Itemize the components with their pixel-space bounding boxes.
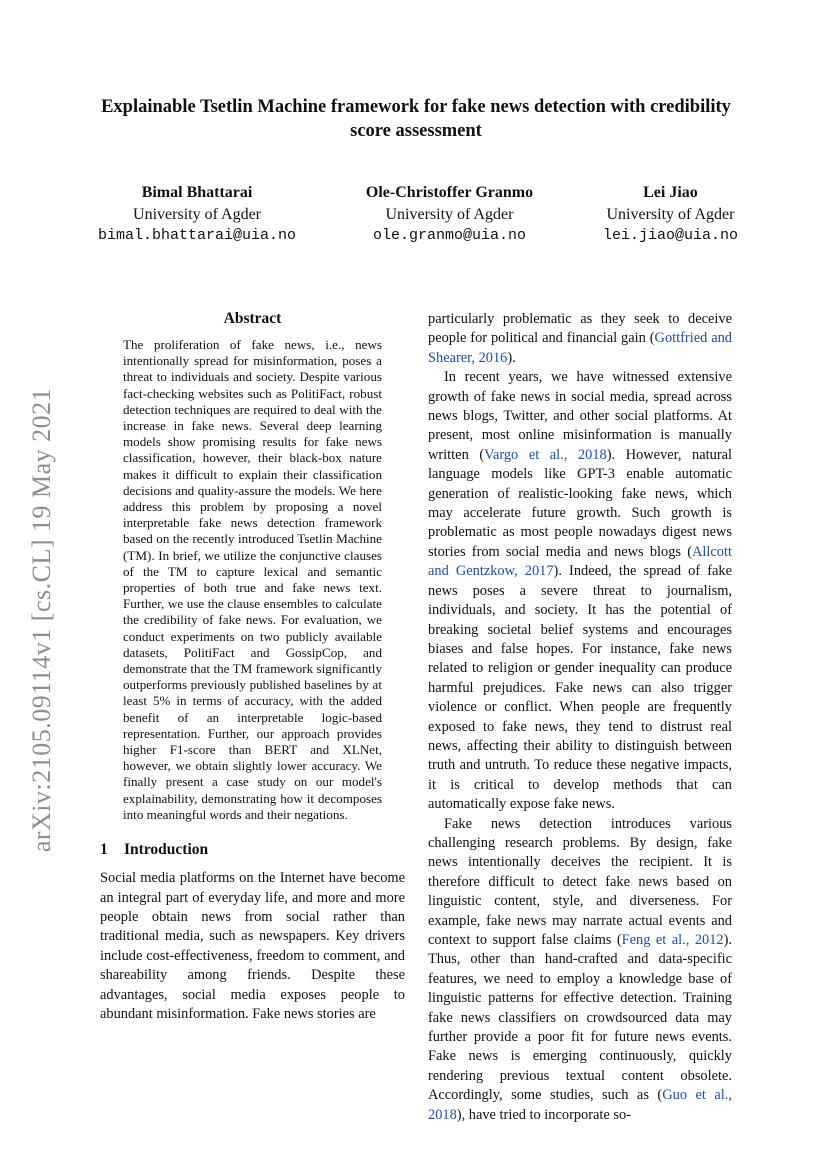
citation-link[interactable]: Vargo et al., 2018 bbox=[484, 446, 607, 463]
right-column bbox=[428, 310, 732, 1125]
body-paragraph-2 bbox=[428, 368, 732, 814]
text-run: ). Indeed, the spread of fake news poses a severe threat to journalism, individuals, and society. It has the potential of breaking societal belief systems and encourages biases and false hopes. For instance, fake news related to religion or gender inequality can produce harmful prejudices. Fake news can also trigger violence or conflict. When people are frequently exposed to fake news, they tend to distrust real news, affecting their ability to distinguish between truth and untruth. To reduce these negative impacts, it is critical to develop methods that can automatically expose fake news. bbox=[428, 563, 732, 813]
text-run: ). Thus, other than hand-crafted and data-specific features, we need to employ a knowledge base of linguistic patterns for effective detection. Training fake news classifiers on crowdsourced data may further provide a poor fit for future news events. Fake news is emerging continuously, quickly rendering previous textual content obsolete. Accordingly, some studies, such as ( bbox=[428, 932, 732, 1104]
citation-link[interactable]: Allcott and Gentzkow, 2017 bbox=[428, 543, 732, 580]
abstract-heading: Abstract bbox=[223, 310, 282, 327]
citation-link[interactable]: Gottfried and Shearer, 2016 bbox=[428, 330, 732, 366]
text-run: Fake news detection introduces various challenging research problems. By design, fake news intentionally deceives the recipient. It is therefore difficult to detect fake news based on linguistic content, style, and diverseness. For example, fake news may narrate actual events and context to support false claims ( bbox=[428, 815, 732, 948]
text-run: ), have tried to incorporate so- bbox=[456, 1106, 632, 1123]
author-email: bimal.bhattarai@uia.no bbox=[98, 227, 297, 244]
section-number: 1 bbox=[100, 841, 108, 859]
author-2 bbox=[366, 182, 533, 247]
body-paragraph-continued bbox=[428, 310, 732, 368]
citation-link[interactable]: Guo et al., 2018 bbox=[428, 1087, 732, 1123]
citation-link[interactable]: Feng et al., 2012 bbox=[621, 932, 724, 948]
author-email: ole.granmo@uia.no bbox=[372, 227, 527, 244]
author-affiliation: University of Agder bbox=[606, 205, 735, 223]
author-block bbox=[98, 182, 738, 247]
arxiv-margin-stamp bbox=[22, 350, 62, 890]
text-run: ). bbox=[507, 349, 516, 366]
author-name: Lei Jiao bbox=[643, 184, 698, 201]
author-email: lei.jiao@uia.no bbox=[602, 227, 738, 244]
text-run: particularly problematic as they seek to deceive people for political and financial gain ( bbox=[428, 311, 732, 347]
author-affiliation: University of Agder bbox=[385, 205, 514, 223]
paper-title: Explainable Tsetlin Machine framework for fake news detection with credibility score assessment bbox=[101, 97, 731, 141]
intro-paragraph-1: Social media platforms on the Internet have become an integral part of everyday life, and more and more people obtain news from social rather than traditional media, such as newspapers. Key drivers include cost-effectiveness, freedom to comment, and shareability among friends. Despite these advantages, social media exposes people to abundant misinformation. Fake news stories are bbox=[100, 870, 405, 1022]
left-column bbox=[100, 310, 405, 1024]
author-name: Bimal Bhattarai bbox=[141, 184, 253, 201]
section-heading-introduction bbox=[100, 841, 405, 859]
abstract-text: The proliferation of fake news, i.e., news intentionally spread for misinformation, poses a threat to individuals and society. Despite various fact-checking websites such as PolitiFact, robust detection techniques are required to deal with the increase in fake news. Several deep learning models show promising results for fake news classification, however, their black-box nature makes it difficult to explain their classification decisions and quality-assure the models. We here address this problem by proposing a novel interpretable fake news detection framework based on the recently introduced Tsetlin Machine (TM). In brief, we utilize the conjunctive clauses of the TM to capture lexical and semantic properties of both true and fake news text. Further, we use the clause ensembles to calculate the credibility of fake news. For evaluation, we conduct experiments on two publicly available datasets, PolitiFact and GossipCop, and demonstrate that the TM framework significantly outperforms previously published baselines by at least 5% in terms of accuracy, with the added benefit of an interpretable logic-based representation. Further, our approach provides higher F1-score than BERT and XLNet, however, we obtain slightly lower accuracy. We finally present a case study on our model's explainability, demonstrating how it decomposes into meaningful words and their negations. bbox=[123, 337, 382, 822]
author-3 bbox=[603, 182, 738, 247]
author-name: Ole-Christoffer Granmo bbox=[365, 184, 534, 201]
arxiv-identifier: arXiv:2105.09114v1 [cs.CL] 19 May 2021 bbox=[27, 387, 57, 853]
text-run: In recent years, we have witnessed extensive growth of fake news in social media, spread across news blogs, Twitter, and other social platforms. At present, most online misinformation is manually written ( bbox=[428, 369, 732, 463]
text-run: ). However, natural language models like GPT-3 enable automatic generation of realistic-looking fake news, which may accelerate future growth. Such growth is problematic as most people nowadays digest news stories from social media and news blogs ( bbox=[428, 446, 732, 560]
body-paragraph-3 bbox=[428, 815, 732, 1126]
section-title: Introduction bbox=[124, 841, 209, 859]
author-affiliation: University of Agder bbox=[133, 205, 262, 223]
author-1 bbox=[98, 182, 296, 247]
